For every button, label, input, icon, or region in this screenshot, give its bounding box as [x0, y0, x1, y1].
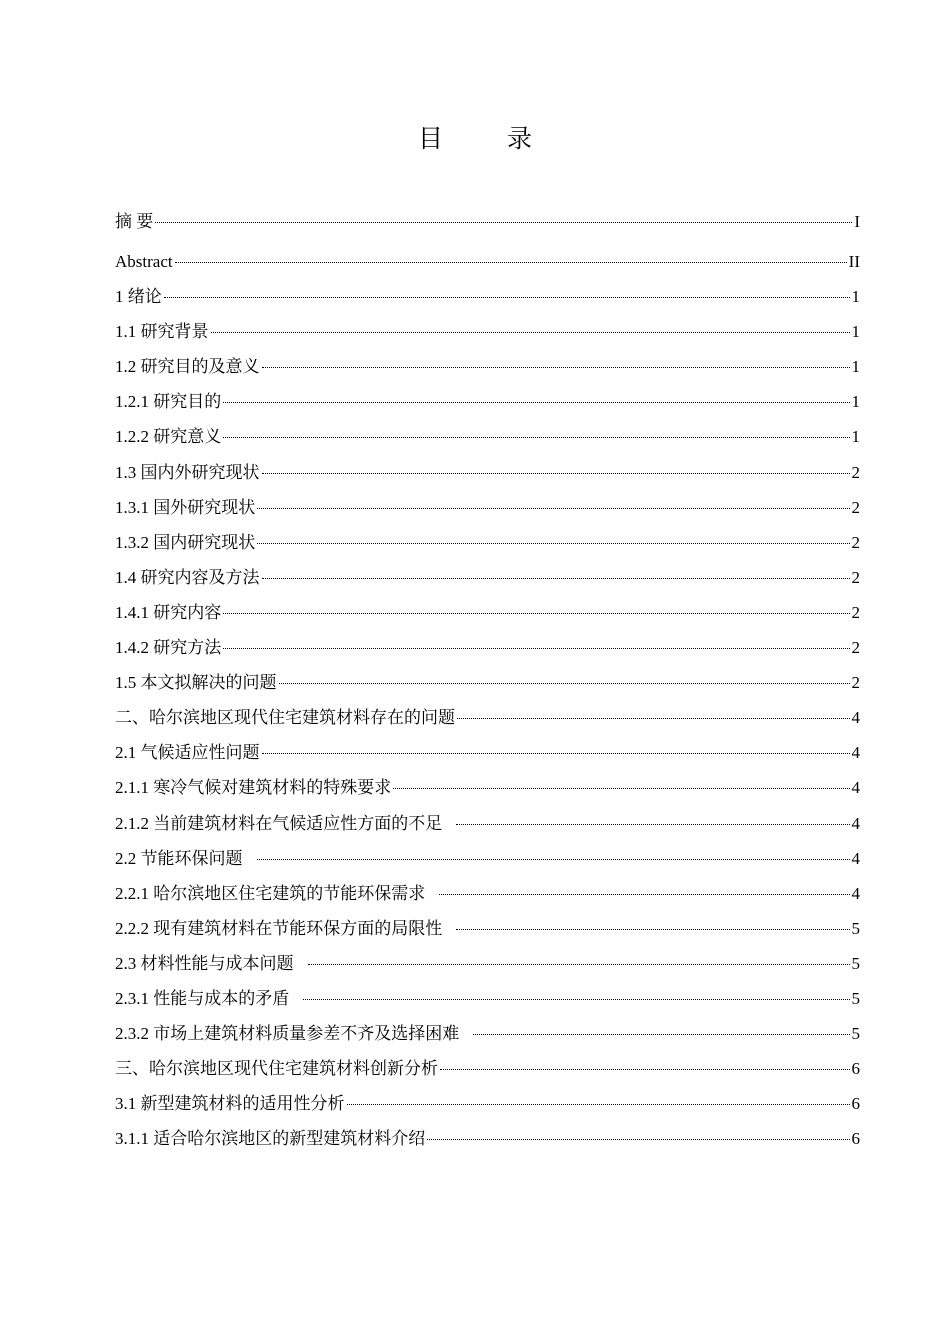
toc-leader-dots	[347, 1104, 850, 1105]
toc-entry	[115, 776, 860, 811]
toc-leader-dots	[427, 1139, 849, 1140]
toc-entry	[115, 285, 860, 320]
toc-entry	[115, 671, 860, 706]
toc-leader-dots	[175, 262, 847, 263]
toc-entry-page: 4	[851, 708, 860, 728]
toc-entry-label: 2.3.2 市场上建筑材料质量参差不齐及选择困难	[115, 1024, 460, 1044]
toc-leader-dots	[457, 718, 850, 719]
toc-entry-page: 1	[851, 427, 860, 447]
toc-leader-dots	[262, 578, 850, 579]
toc-entry-label: 摘 要	[115, 212, 154, 231]
toc-entry	[115, 210, 860, 250]
toc-entry-label: Abstract	[115, 252, 173, 271]
toc-leader-dots	[164, 297, 850, 298]
toc-entry-label: 2.2.2 现有建筑材料在节能环保方面的局限性	[115, 918, 443, 938]
toc-entry-page: 2	[851, 673, 860, 693]
toc-entry	[115, 987, 860, 1022]
toc-entry-page: 2	[851, 532, 860, 552]
toc-entry	[115, 706, 860, 741]
toc-entry	[115, 566, 860, 601]
toc-leader-dots	[456, 929, 849, 930]
toc-entry-page: 6	[851, 1094, 860, 1114]
toc-entry	[115, 1022, 860, 1057]
toc-entry-label: 2.1.2 当前建筑材料在气候适应性方面的不足	[115, 813, 443, 833]
toc-entry-label: 1.4.2 研究方法	[115, 638, 222, 658]
toc-entry-page: 6	[851, 1059, 860, 1079]
toc-leader-dots	[211, 332, 850, 333]
toc-entry-label: 1.3 国内外研究现状	[115, 462, 260, 482]
toc-leader-dots	[257, 859, 850, 860]
toc-entry	[115, 917, 860, 952]
toc-leader-dots	[473, 1034, 849, 1035]
toc-entry	[115, 320, 860, 355]
toc-entry	[115, 390, 860, 425]
toc-entry	[115, 636, 860, 671]
toc-leader-dots	[440, 1069, 850, 1070]
toc-entry-page: 2	[851, 602, 860, 622]
toc-entry-label: 三、哈尔滨地区现代住宅建筑材料创新分析	[115, 1059, 438, 1079]
toc-entry	[115, 952, 860, 987]
toc-entry-page: I	[854, 212, 860, 231]
toc-entry-label: 2.1.1 寒冷气候对建筑材料的特殊要求	[115, 778, 392, 798]
toc-entry	[115, 496, 860, 531]
toc-leader-dots	[155, 222, 852, 223]
toc-leader-dots	[279, 683, 850, 684]
toc-leader-dots	[439, 894, 849, 895]
toc-entry-page: II	[848, 252, 860, 271]
toc-entry-label: 1.3.2 国内研究现状	[115, 532, 256, 552]
toc-entry-label: 3.1.1 适合哈尔滨地区的新型建筑材料介绍	[115, 1129, 426, 1149]
toc-leader-dots	[223, 613, 849, 614]
toc-entry-label: 2.2.1 哈尔滨地区住宅建筑的节能环保需求	[115, 883, 426, 903]
toc-leader-dots	[303, 999, 849, 1000]
toc-entry-label: 二、哈尔滨地区现代住宅建筑材料存在的问题	[115, 708, 455, 728]
toc-entry-page: 4	[851, 778, 860, 798]
toc-entry	[115, 355, 860, 390]
toc-entry-label: 3.1 新型建筑材料的适用性分析	[115, 1094, 345, 1114]
toc-entry-label: 1.2.1 研究目的	[115, 392, 222, 412]
toc-leader-dots	[257, 543, 849, 544]
toc-entry-page: 4	[851, 743, 860, 763]
toc-entry	[115, 461, 860, 496]
toc-entry-label: 1.1 研究背景	[115, 322, 209, 342]
toc-entry	[115, 741, 860, 776]
toc-entry-label: 2.3 材料性能与成本问题	[115, 953, 294, 973]
toc-entry	[115, 250, 860, 285]
toc-leader-dots	[262, 367, 850, 368]
toc-entry	[115, 1092, 860, 1127]
toc-leader-dots	[262, 753, 850, 754]
toc-entry-page: 5	[851, 1024, 860, 1044]
toc-leader-dots	[393, 788, 849, 789]
toc-entry-label: 1.5 本文拟解决的问题	[115, 673, 277, 693]
toc-entry	[115, 1057, 860, 1092]
toc-leader-dots	[456, 824, 849, 825]
toc-entry-page: 5	[851, 918, 860, 938]
toc-entry	[115, 1127, 860, 1162]
toc-entry-page: 2	[851, 497, 860, 517]
toc-leader-dots	[308, 964, 850, 965]
toc-entry-label: 1.3.1 国外研究现状	[115, 497, 256, 517]
toc-entry-label: 2.1 气候适应性问题	[115, 743, 260, 763]
toc-title: 目 录	[418, 124, 560, 153]
toc-leader-dots	[257, 508, 849, 509]
toc-leader-dots	[223, 648, 849, 649]
toc-entry-label: 2.3.1 性能与成本的矛盾	[115, 988, 290, 1008]
toc-entry-label: 1 绪论	[115, 287, 162, 307]
toc-leader-dots	[223, 437, 849, 438]
toc-entry-label: 1.2.2 研究意义	[115, 427, 222, 447]
toc-entry-label: 1.4 研究内容及方法	[115, 567, 260, 587]
toc-entry-page: 2	[851, 567, 860, 587]
toc-entry-page: 4	[851, 813, 860, 833]
toc-entry	[115, 882, 860, 917]
toc-entry-page: 1	[851, 357, 860, 377]
toc-entry	[115, 531, 860, 566]
toc-leader-dots	[262, 473, 850, 474]
toc-entry-page: 2	[851, 462, 860, 482]
toc-entry	[115, 812, 860, 847]
toc-entry-label: 1.2 研究目的及意义	[115, 357, 260, 377]
toc-entry-page: 5	[851, 953, 860, 973]
toc-entry-page: 6	[851, 1129, 860, 1149]
toc-entry-page: 4	[851, 848, 860, 868]
toc-entry	[115, 847, 860, 882]
toc-entry-label: 2.2 节能环保问题	[115, 848, 243, 868]
toc-leader-dots	[223, 402, 849, 403]
toc-entry	[115, 601, 860, 636]
toc-entry	[115, 425, 860, 460]
toc-entry-page: 1	[851, 322, 860, 342]
toc-entry-page: 1	[851, 287, 860, 307]
toc-entry-page: 2	[851, 638, 860, 658]
toc-entry-label: 1.4.1 研究内容	[115, 602, 222, 622]
toc-entry-page: 4	[851, 883, 860, 903]
toc-entry-page: 1	[851, 392, 860, 412]
table-of-contents	[115, 210, 860, 1162]
toc-entry-page: 5	[851, 988, 860, 1008]
